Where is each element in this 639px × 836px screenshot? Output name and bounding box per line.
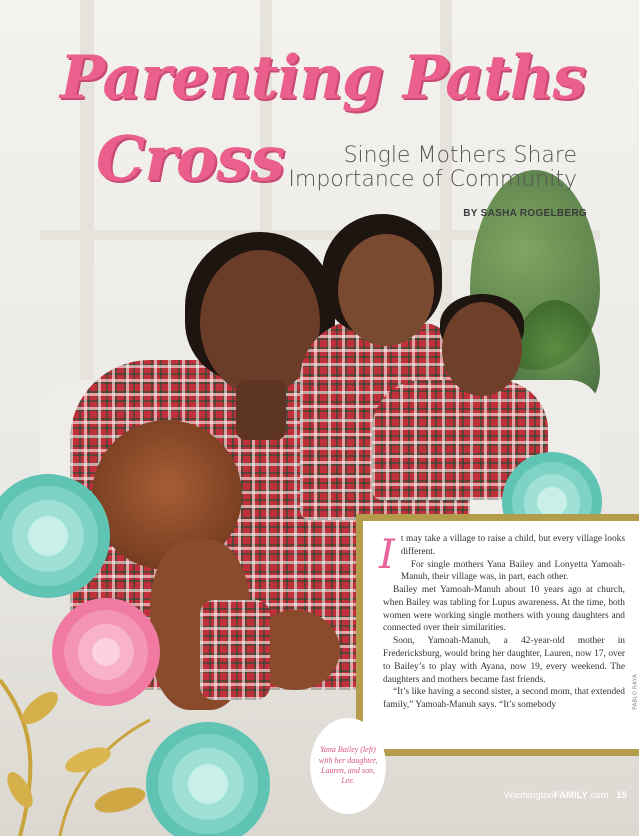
brand-suffix: .com [587, 790, 609, 801]
article-body [379, 532, 625, 712]
photo-caption: Yana Bailey (left) with her daughter, Lauren, and son, Lee. [310, 718, 386, 814]
teal-flower-icon [0, 474, 110, 598]
vine-stem [0, 680, 30, 836]
article-paragraph: t may take a village to raise a child, but every village looks different. [400, 534, 625, 557]
footer-brand [504, 790, 608, 801]
article-paragraph: For single mothers Yana Bailey and Lonyetta Yamoah-Manuh, their village was, in part, each other. [400, 559, 625, 583]
subtitle-line-1: Single Mothers Share [343, 143, 577, 168]
leaf-icon [2, 768, 38, 812]
brand-main: FAMILY [553, 790, 588, 801]
headline-line-1: Parenting Paths [60, 43, 586, 113]
page-number: 15 [616, 790, 627, 801]
byline: BY SASHA ROGELBERG [463, 208, 587, 219]
article-paragraph: Bailey met Yamoah-Manuh about 10 years ago at church, when Bailey was tabling for Lupus awareness. At the time, both women were working single mothers with young daughters and connected over their similarities. [383, 585, 625, 634]
pink-flower-icon [52, 598, 160, 706]
article-paragraph: “It’s like having a second sister, a second mom, that extended family,” Yamoah-Manuh says. “It’s somebody [383, 687, 625, 711]
article-text-box [356, 514, 639, 756]
subtitle-line-2: Importance of Community [288, 166, 577, 192]
headline-line-2: Cross [96, 122, 285, 195]
subtitle [288, 144, 577, 192]
page-footer [504, 790, 627, 801]
photo-credit: PABLO RAYA [633, 674, 639, 710]
leaf-icon [92, 783, 148, 818]
drop-cap: I [379, 532, 395, 578]
brand-prefix: Washington [504, 790, 554, 801]
teal-flower-icon [146, 722, 270, 836]
article-paragraph: Soon, Yamoah-Manuh, a 42-year-old mother in Fredericksburg, would bring her daughter, Lauren, now 17, over to Bailey’s to play with Ayana, now 19, every weekend. The daughters and mothers became fast friends. [383, 636, 625, 685]
